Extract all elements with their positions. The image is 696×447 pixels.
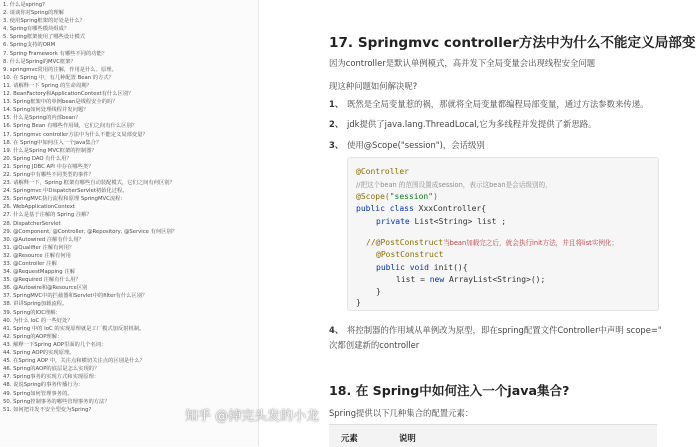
table-col-element: 元素 [341, 433, 358, 443]
code-l3-close: ) [433, 192, 438, 201]
toc-item[interactable]: 37. SpringMVC中的拦截器和Servlet中的filter有什么区别？ [3, 293, 148, 300]
code-line-3 [356, 192, 438, 201]
code-l5-keyword: private [376, 217, 415, 226]
toc-item[interactable]: 33. @Controller 注解 [3, 261, 57, 267]
code-l9-lhs: list = [396, 275, 430, 284]
toc-item[interactable]: 13. Spring框架中的单例bean是线程安全的吗？ [3, 99, 118, 106]
toc-item[interactable]: 46. Spring的AOP的底层是怎么实现的？ [3, 366, 100, 373]
item-2-text: jdk提供了java.lang.ThreadLocal,它为多线程并发提供了新思路。 [347, 119, 597, 129]
code-line-1: @Controller [356, 167, 409, 176]
toc-item[interactable]: 4. Spring有哪些模块组成？ [3, 26, 70, 33]
item-1-number: 1、 [329, 99, 344, 109]
toc-item[interactable]: 41. Spring 中的 IoC 的实现原理就是工厂模式加反射机制。 [3, 325, 145, 332]
code-l5-field: List<String> list ; [414, 217, 507, 226]
section-17-title: 17. Springmvc controller方法中为什么不能定义局部变 [329, 35, 696, 51]
toc-item[interactable]: 5. Spring框架使用了哪些设计模式 [3, 34, 86, 41]
code-l6-comment: 当bean加载完之后，就会执行init方法，并且将list实例化； [443, 239, 619, 247]
code-l4-keyword: public class [356, 204, 419, 213]
code-l8-keyword: public void [376, 263, 434, 272]
toc-item[interactable]: 30. @Autowired 注解有什么用？ [3, 236, 84, 243]
toc-item[interactable]: 10. 在 Spring 中，有几种配置 Bean 的方式？ [3, 74, 114, 81]
toc-item[interactable]: 23. 请解释一下，Spring 框架有哪些自动装配模式，它们之间有何区别？ [3, 180, 175, 187]
toc-item[interactable]: 49. Spring如何管理事务的。 [3, 390, 73, 397]
toc-item[interactable]: 15. 什么是Spring的内部bean？ [3, 115, 81, 122]
toc-item[interactable]: 40. 为什么 IoC 的一些好处？ [3, 317, 73, 324]
item-3-text: 使用@Scope("session")，会话级别 [347, 140, 485, 150]
code-l9-type: ArrayList<String>(); [448, 275, 546, 284]
toc-item[interactable]: 2. 谈谈你对Spring的理解 [3, 10, 64, 17]
toc-item[interactable]: 35. @Required 注解有什么用？ [3, 277, 81, 284]
toc-item[interactable]: 12. BeanFactory和ApplicationContext有什么区别？ [3, 91, 134, 98]
toc-item[interactable]: 48. 说说Spring的事务传播行为： [3, 382, 84, 389]
code-line-10: } [376, 287, 381, 296]
toc-list [0, 0, 258, 414]
toc-item[interactable]: 34. @RequestMapping 注解 [3, 269, 75, 276]
toc-item[interactable]: 1. 什么是spring? [3, 2, 45, 8]
code-l6-annotation: //@PostConstruct [366, 238, 444, 247]
section-17-para-1: 因为controller是默认单例模式，高并发下全局变量会出现线程安全问题 [329, 58, 596, 68]
code-line-7: @PostConstruct [376, 250, 444, 259]
toc-item[interactable]: 17. Springmvc controller方法中为什么不能定义局部变量？ [3, 131, 148, 138]
code-line-2-comment: //把这个bean 的范围设置成session，表示这bean是会话级别的， [356, 181, 552, 189]
code-line-4 [356, 204, 486, 213]
collection-table-header [329, 424, 657, 447]
toc-item[interactable]: 22. Spring中有哪些不同类型的事件？ [3, 171, 94, 178]
section-18-title: 18. 在 Spring中如何注入一个java集合? [329, 383, 570, 398]
toc-item[interactable]: 42. Spring的AOP理解： [3, 333, 63, 340]
toc-item[interactable]: 21. Spring JDBC API 中存在哪些类？ [3, 163, 94, 170]
toc-item[interactable]: 47. Spring事务的实现方式和实现原理： [3, 374, 100, 381]
toc-item[interactable]: 7. Spring Framework 有哪些不同的功能？ [3, 50, 108, 57]
toc-item[interactable]: 28. DispatcherServlet [3, 220, 61, 227]
toc-item[interactable]: 9. springmvc常用的注解，作用是什么、原理。 [3, 66, 117, 73]
item-3-number: 3、 [329, 140, 344, 150]
table-col-description: 说明 [399, 433, 416, 443]
toc-item[interactable]: 43. 解释一下Spring AOP里面的几个名词： [3, 341, 107, 348]
toc-item[interactable]: 11. 请解释一下 Spring 的生命周期？ [3, 82, 92, 89]
item-4-text: 将控制器的作用域从单例改为原型，即在spring配置文件Controller中声明 scope=" [347, 325, 662, 335]
toc-item[interactable]: 36. @Autowire和@Resource区别 [3, 285, 88, 292]
toc-item[interactable]: 8. 什么是Spring的MVC框架？ [3, 58, 76, 65]
item-4-continuation: 次都创建新的controller [329, 340, 420, 350]
code-l8-method: init(){ [433, 263, 468, 272]
item-2-number: 2、 [329, 119, 344, 129]
toc-item[interactable]: 25. SpringMVC执行流程和原理 SpringMVC流程： [3, 196, 126, 203]
code-l3-string: "session" [389, 192, 434, 201]
code-l9-new: new [429, 275, 449, 284]
code-block [347, 157, 659, 311]
toc-item[interactable]: 18. 在 Spring中如何注入一个java集合？ [3, 139, 102, 146]
toc-sidebar [0, 0, 259, 446]
toc-item[interactable]: 32. @Resource 注解有何用 [3, 252, 71, 259]
code-line-8 [376, 263, 468, 272]
zhihu-watermark: 知乎 @掉完头发的小龙 [185, 409, 320, 424]
code-l4-class: XxxController{ [418, 204, 487, 213]
toc-item[interactable]: 14. Spring如何处理线程并发问题？ [3, 107, 89, 114]
main-content [259, 0, 696, 446]
section-18-para-1: Spring提供以下几种集合的配置元素： [329, 408, 474, 418]
item-4-number: 4、 [329, 325, 344, 335]
code-l3-annotation: @Scope( [356, 192, 390, 201]
toc-item[interactable]: 38. 讲讲Spring加载流程。 [3, 301, 68, 308]
section-17-para-2: 现这种问题如何解决呢? [329, 81, 418, 91]
toc-item[interactable]: 27. 什么是基于注解的 Spring 注解？ [3, 212, 92, 219]
toc-item[interactable]: 16. Spring Bean 有哪些作用域，它们之间有什么区别？ [3, 123, 138, 130]
toc-item[interactable]: 29. @Component, @Controller, @Repository, @Service 有何区别？ [3, 228, 178, 235]
toc-item[interactable]: 44. Spring AOP的实现原理。 [3, 350, 75, 357]
toc-item[interactable]: 3. 使用Spring框架的好处是什么？ [3, 18, 86, 25]
toc-item[interactable]: 24. Springmvc 中DispatcherServlet初始化过程。 [3, 188, 128, 195]
toc-item[interactable]: 51. 如何把并发不安全型变为Spring? [3, 406, 92, 413]
toc-item[interactable]: 6. Spring支持的ORM [3, 42, 56, 49]
code-line-11: } [356, 298, 361, 307]
toc-item[interactable]: 26. WebApplicationContext [3, 204, 76, 211]
toc-item[interactable]: 50. Spring控制事务的哪些管理事务的方法？ [3, 398, 110, 405]
toc-item[interactable]: 20. Spring DAO 有什么用？ [3, 155, 72, 162]
item-1-text: 既然是全局变量惹的祸，那就将全局变量都编程局部变量，通过方法参数来传递。 [347, 99, 649, 109]
code-line-6 [366, 237, 618, 247]
toc-item[interactable]: 45. 在Spring AOP 中，关注点和横切关注点的区别是什么？ [3, 358, 146, 365]
toc-item[interactable]: 19. 什么是Spring MVC框架的控制器？ [3, 147, 97, 154]
code-line-5 [376, 217, 506, 226]
toc-item[interactable]: 31. @Qualifier 注解有何用？ [3, 244, 75, 251]
toc-item[interactable]: 39. Spring的IOC理解： [3, 309, 61, 316]
code-line-9 [396, 275, 545, 284]
